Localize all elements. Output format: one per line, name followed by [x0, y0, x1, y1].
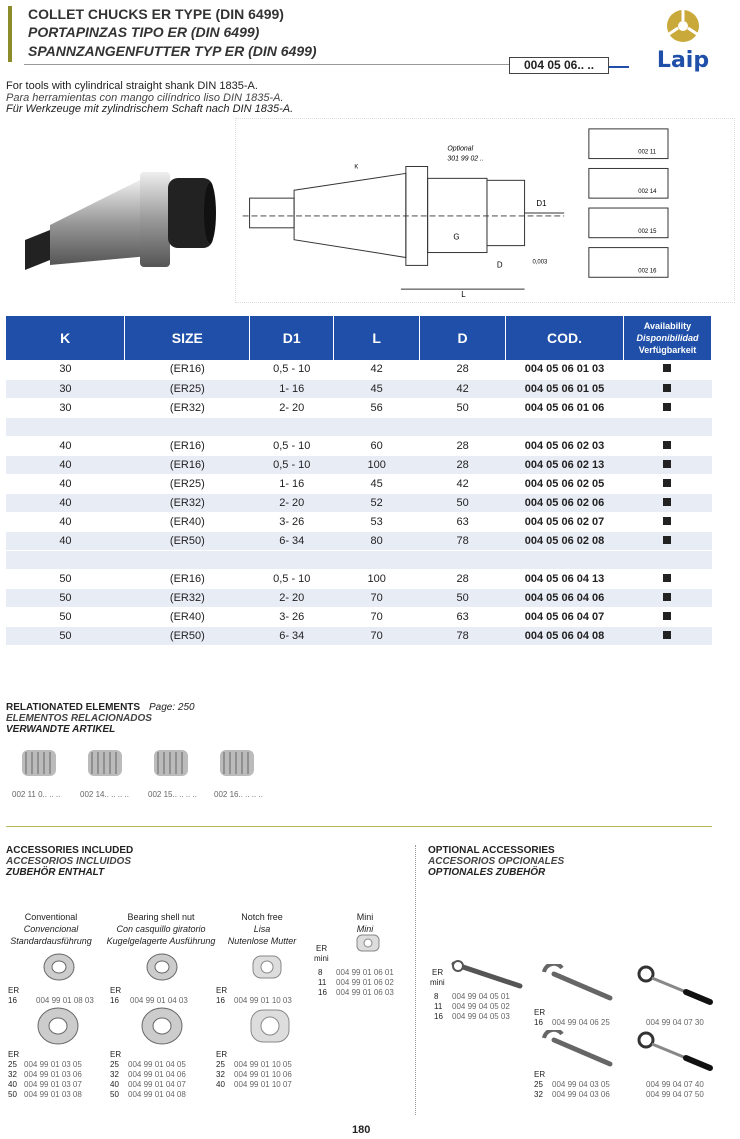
- available-square-icon: [663, 403, 671, 411]
- mini-size: 16: [318, 988, 327, 997]
- cell-l: 70: [334, 588, 420, 607]
- section-divider: [6, 826, 712, 827]
- available-square-icon: [663, 479, 671, 487]
- col1-de: Standardausführung: [10, 936, 92, 946]
- cell-k: 30: [6, 360, 125, 379]
- cell-l: 42: [334, 360, 420, 379]
- table-row: [6, 569, 712, 588]
- table-row: [6, 512, 712, 531]
- separator-cell: [6, 417, 712, 436]
- collet-002-15-icon: [150, 742, 192, 782]
- available-square-icon: [663, 612, 671, 620]
- intro-es: Para herramientas con mango cilíndrico liso DIN 1835-A.: [6, 92, 284, 104]
- cell-d: 50: [420, 588, 506, 607]
- col4-en: Mini: [356, 912, 374, 922]
- group-separator: [6, 550, 712, 569]
- cell-d: 28: [420, 455, 506, 474]
- col2-es: Con casquillo giratorio: [116, 924, 206, 934]
- cell-size: (ER32): [125, 398, 250, 417]
- label-d: D: [496, 260, 503, 270]
- intro-de: Für Werkzeuge mit zylindrischem Schaft nach DIN 1835-A.: [6, 103, 294, 115]
- opt-title-en: OPTIONAL ACCESSORIES: [428, 845, 555, 856]
- cell-l: 53: [334, 512, 420, 531]
- label-g: G: [453, 232, 460, 242]
- label-l: L: [461, 290, 466, 300]
- col1-er16-code: 004 99 01 08 03: [36, 996, 94, 1005]
- er-label: ER: [432, 968, 444, 977]
- col1-code: 004 99 01 03 08: [24, 1090, 82, 1099]
- cell-d1: 1- 16: [250, 474, 334, 493]
- col2-en: Bearing shell nut: [127, 912, 195, 922]
- col2-code: 004 99 01 04 08: [128, 1090, 186, 1099]
- available-square-icon: [663, 498, 671, 506]
- col1-code: 004 99 01 03 07: [24, 1080, 82, 1089]
- cell-l: 45: [334, 474, 420, 493]
- cell-availability: [623, 379, 711, 398]
- cell-size: (ER40): [125, 607, 250, 626]
- code-connector: [609, 66, 629, 68]
- cell-cod: 004 05 06 01 06: [506, 398, 624, 417]
- cell-availability: [623, 474, 711, 493]
- page-number: 180: [352, 1124, 371, 1136]
- col1-size: 50: [8, 1090, 17, 1099]
- cell-availability: [623, 398, 711, 417]
- er-label: ER: [216, 986, 228, 995]
- table-row: [6, 607, 712, 626]
- col3-en: Notch free: [241, 912, 283, 922]
- cell-d: 50: [420, 493, 506, 512]
- mini-label: mini: [314, 954, 329, 963]
- cell-d1: 2- 20: [250, 398, 334, 417]
- collet-code-2: 002 14: [638, 189, 657, 196]
- collet-code-1: 002 11: [638, 149, 657, 156]
- col3-er16-size: 16: [216, 996, 225, 1005]
- cell-l: 56: [334, 398, 420, 417]
- cell-size: (ER40): [125, 512, 250, 531]
- cell-cod: 004 05 06 02 13: [506, 455, 624, 474]
- col1-en: Conventional: [24, 912, 78, 922]
- cell-k: 50: [6, 569, 125, 588]
- header-size: SIZE: [125, 316, 250, 360]
- cell-k: 50: [6, 607, 125, 626]
- collet-002-14-icon: [84, 742, 126, 782]
- cell-d: 78: [420, 626, 506, 645]
- table-row: [6, 360, 712, 379]
- title-de: SPANNZANGENFUTTER TYP ER (DIN 6499): [28, 43, 317, 59]
- er-label: ER: [110, 986, 122, 995]
- cell-availability: [623, 455, 711, 474]
- table-row: [6, 493, 712, 512]
- product-code: 004 05 06.. ..: [509, 57, 609, 74]
- label-d1: D1: [536, 199, 547, 209]
- col3-size: 40: [216, 1080, 225, 1089]
- er-label: ER: [316, 944, 328, 953]
- cell-availability: [623, 588, 711, 607]
- cell-availability: [623, 436, 711, 455]
- available-square-icon: [663, 460, 671, 468]
- col2-size: 25: [110, 1060, 119, 1069]
- cell-size: (ER32): [125, 493, 250, 512]
- col3-code: 004 99 01 10 06: [234, 1070, 292, 1079]
- cell-size: (ER16): [125, 569, 250, 588]
- title-es: PORTAPINZAS TIPO ER (DIN 6499): [28, 24, 260, 40]
- cell-availability: [623, 493, 711, 512]
- col4-es: Mini: [356, 924, 374, 934]
- cell-d1: 0,5 - 10: [250, 360, 334, 379]
- cell-k: 40: [6, 493, 125, 512]
- cell-cod: 004 05 06 04 06: [506, 588, 624, 607]
- opt-wrench-size: 32: [534, 1090, 543, 1099]
- table-row: [6, 531, 712, 550]
- cell-d: 50: [420, 398, 506, 417]
- label-tolerance: 0,003: [532, 259, 548, 266]
- col3-size: 32: [216, 1070, 225, 1079]
- col2-size: 50: [110, 1090, 119, 1099]
- col2-code: 004 99 01 04 06: [128, 1070, 186, 1079]
- er-label: ER: [534, 1008, 546, 1017]
- opt-wrench-size: 25: [534, 1080, 543, 1089]
- opt-title-de: OPTIONALES ZUBEHÖR: [428, 867, 546, 878]
- col1-size: 40: [8, 1080, 17, 1089]
- cell-d: 28: [420, 436, 506, 455]
- availability-en: Availability: [643, 321, 692, 331]
- col3-code: 004 99 01 10 07: [234, 1080, 292, 1089]
- product-table: [6, 316, 712, 646]
- notch-free-nut-icon: [250, 952, 284, 982]
- related-title-en: RELATIONATED ELEMENTS: [6, 702, 141, 713]
- cell-availability: [623, 360, 711, 379]
- cell-size: (ER50): [125, 531, 250, 550]
- er-label: ER: [534, 1070, 546, 1079]
- cell-l: 70: [334, 607, 420, 626]
- availability-de: Verfügbarkeit: [638, 345, 697, 355]
- opt-wrench-code: 004 99 04 03 05: [552, 1080, 610, 1089]
- available-square-icon: [663, 364, 671, 372]
- cell-d: 28: [420, 569, 506, 588]
- notch-free-nut-large-icon: [248, 1006, 292, 1046]
- opt-mini-code: 004 99 04 05 01: [452, 992, 510, 1001]
- header-rule: [24, 64, 509, 65]
- header-d1: D1: [250, 316, 334, 360]
- group-separator: [6, 417, 712, 436]
- mini-code: 004 99 01 06 01: [336, 968, 394, 977]
- cell-size: (ER16): [125, 360, 250, 379]
- mini-label: mini: [430, 978, 445, 987]
- cell-d: 28: [420, 360, 506, 379]
- related-code-1: 002 11 0.. .. ..: [12, 790, 61, 799]
- cell-size: (ER50): [125, 626, 250, 645]
- col3-de: Nutenlose Mutter: [227, 936, 297, 946]
- related-code-3: 002 15.. .. .. ..: [148, 790, 197, 799]
- mini-nut-icon: [355, 932, 381, 954]
- collet-code-3: 002 15: [638, 228, 657, 235]
- bearing-nut-large-icon: [140, 1006, 184, 1046]
- availability-es: Disponibilidad: [636, 333, 699, 343]
- cell-cod: 004 05 06 04 07: [506, 607, 624, 626]
- er-label: ER: [216, 1050, 228, 1059]
- cell-d: 42: [420, 474, 506, 493]
- available-square-icon: [663, 517, 671, 525]
- cell-l: 70: [334, 626, 420, 645]
- header-d: D: [420, 316, 506, 360]
- cell-cod: 004 05 06 04 13: [506, 569, 624, 588]
- header-availability: [623, 316, 711, 360]
- cell-k: 40: [6, 531, 125, 550]
- torque-wrench-icon: [636, 964, 716, 1008]
- collet-code-4: 002 16: [638, 268, 657, 275]
- col1-code: 004 99 01 03 05: [24, 1060, 82, 1069]
- opt-mini-size: 11: [434, 1002, 443, 1011]
- col2-code: 004 99 01 04 05: [128, 1060, 186, 1069]
- cell-k: 40: [6, 436, 125, 455]
- related-title-es: ELEMENTOS RELACIONADOS: [6, 713, 152, 724]
- related-page: Page: 250: [149, 702, 195, 713]
- torque-wrench-large-icon: [636, 1030, 716, 1074]
- cell-d1: 1- 16: [250, 379, 334, 398]
- col2-er16-code: 004 99 01 04 03: [130, 996, 188, 1005]
- col3-es: Lisa: [253, 924, 271, 934]
- cell-cod: 004 05 06 04 08: [506, 626, 624, 645]
- cell-d1: 6- 34: [250, 531, 334, 550]
- cell-l: 52: [334, 493, 420, 512]
- cell-d1: 0,5 - 10: [250, 436, 334, 455]
- opt-mini-size: 16: [434, 1012, 443, 1021]
- cell-size: (ER32): [125, 588, 250, 607]
- col1-code: 004 99 01 03 06: [24, 1070, 82, 1079]
- available-square-icon: [663, 593, 671, 601]
- opt-mini-code: 004 99 04 05 02: [452, 1002, 510, 1011]
- cell-availability: [623, 512, 711, 531]
- col3-size: 25: [216, 1060, 225, 1069]
- related-code-2: 002 14.. .. .. ..: [80, 790, 129, 799]
- available-square-icon: [663, 574, 671, 582]
- mini-wrench-icon: [450, 958, 530, 994]
- label-k: K: [354, 164, 359, 171]
- intro-en: For tools with cylindrical straight shank DIN 1835-A.: [6, 80, 258, 92]
- acc-title-de: ZUBEHÖR ENTHALT: [6, 867, 105, 878]
- table-row: [6, 398, 712, 417]
- col2-size: 32: [110, 1070, 119, 1079]
- cell-size: (ER25): [125, 379, 250, 398]
- cell-k: 30: [6, 398, 125, 417]
- cell-l: 100: [334, 569, 420, 588]
- table-row: [6, 474, 712, 493]
- cell-cod: 004 05 06 02 08: [506, 531, 624, 550]
- hook-wrench-large-icon: [540, 1030, 620, 1074]
- col2-code: 004 99 01 04 07: [128, 1080, 186, 1089]
- collet-chuck-photo: [10, 160, 225, 290]
- cell-l: 100: [334, 455, 420, 474]
- cell-d1: 2- 20: [250, 493, 334, 512]
- cell-d: 78: [420, 531, 506, 550]
- cell-d: 42: [420, 379, 506, 398]
- logo-text: Laip: [656, 48, 710, 73]
- er-label: ER: [110, 1050, 122, 1059]
- opt-wrench-code: 004 99 04 03 06: [552, 1090, 610, 1099]
- col3-code: 004 99 01 10 05: [234, 1060, 292, 1069]
- col2-de: Kugelgelagerte Ausführung: [106, 936, 216, 946]
- cell-size: (ER16): [125, 455, 250, 474]
- acc-title-es: ACCESORIOS INCLUIDOS: [6, 856, 132, 867]
- cell-k: 40: [6, 474, 125, 493]
- cell-l: 80: [334, 531, 420, 550]
- cell-k: 50: [6, 588, 125, 607]
- acc-title-en: ACCESSORIES INCLUDED: [6, 845, 134, 856]
- cell-cod: 004 05 06 02 03: [506, 436, 624, 455]
- cell-d1: 3- 26: [250, 512, 334, 531]
- mini-size: 8: [318, 968, 323, 977]
- cell-cod: 004 05 06 02 06: [506, 493, 624, 512]
- related-code-4: 002 16.. .. .. ..: [214, 790, 263, 799]
- cell-d1: 3- 26: [250, 607, 334, 626]
- opt-mini-code: 004 99 04 05 03: [452, 1012, 510, 1021]
- technical-drawing: [235, 118, 735, 303]
- collet-002-16-icon: [216, 742, 258, 782]
- cell-cod: 004 05 06 01 05: [506, 379, 624, 398]
- cell-d: 63: [420, 607, 506, 626]
- opt-mini-size: 8: [434, 992, 439, 1001]
- header-k: K: [6, 316, 125, 360]
- available-square-icon: [663, 631, 671, 639]
- col3-er16-code: 004 99 01 10 03: [234, 996, 292, 1005]
- wrench16-code: 004 99 04 06 25: [552, 1018, 610, 1027]
- conventional-nut-icon: [42, 952, 76, 982]
- cell-l: 60: [334, 436, 420, 455]
- col2-er16-size: 16: [110, 996, 119, 1005]
- cell-d1: 0,5 - 10: [250, 455, 334, 474]
- hook-wrench-icon: [540, 964, 620, 1008]
- available-square-icon: [663, 536, 671, 544]
- col1-size: 32: [8, 1070, 17, 1079]
- opt-torque-code: 004 99 04 07 50: [646, 1090, 704, 1099]
- table-row: [6, 626, 712, 645]
- col1-es: Convencional: [23, 924, 79, 934]
- cell-availability: [623, 626, 711, 645]
- wrench16-size: 16: [534, 1018, 543, 1027]
- available-square-icon: [663, 384, 671, 392]
- header-cod: COD.: [506, 316, 624, 360]
- table-row: [6, 455, 712, 474]
- collet-002-11-icon: [18, 742, 60, 782]
- cell-cod: 004 05 06 01 03: [506, 360, 624, 379]
- col2-size: 40: [110, 1080, 119, 1089]
- column-divider: [415, 845, 416, 1115]
- er-label: ER: [8, 1050, 20, 1059]
- header-l: L: [334, 316, 420, 360]
- cell-k: 50: [6, 626, 125, 645]
- cell-size: (ER16): [125, 436, 250, 455]
- cell-l: 45: [334, 379, 420, 398]
- mini-code: 004 99 01 06 03: [336, 988, 394, 997]
- separator-cell: [6, 550, 712, 569]
- cell-availability: [623, 531, 711, 550]
- col1-size: 25: [8, 1060, 17, 1069]
- cell-k: 40: [6, 512, 125, 531]
- cell-d1: 2- 20: [250, 588, 334, 607]
- header-accent-bar: [8, 6, 12, 62]
- cell-k: 30: [6, 379, 125, 398]
- bearing-nut-icon: [145, 952, 179, 982]
- table-row: [6, 436, 712, 455]
- cell-d1: 6- 34: [250, 626, 334, 645]
- cell-size: (ER25): [125, 474, 250, 493]
- cell-k: 40: [6, 455, 125, 474]
- available-square-icon: [663, 441, 671, 449]
- cell-d1: 0,5 - 10: [250, 569, 334, 588]
- torque16-code: 004 99 04 07 30: [646, 1018, 704, 1027]
- opt-torque-code: 004 99 04 07 40: [646, 1080, 704, 1089]
- mini-code: 004 99 01 06 02: [336, 978, 394, 987]
- related-title-de: VERWANDTE ARTIKEL: [6, 724, 116, 735]
- table-row: [6, 379, 712, 398]
- mini-size: 11: [318, 978, 327, 987]
- cell-cod: 004 05 06 02 07: [506, 512, 624, 531]
- cell-d: 63: [420, 512, 506, 531]
- table-row: [6, 588, 712, 607]
- cell-availability: [623, 569, 711, 588]
- opt-title-es: ACCESORIOS OPCIONALES: [428, 856, 565, 867]
- col1-er16-size: 16: [8, 996, 17, 1005]
- er-label: ER: [8, 986, 20, 995]
- optional-code: 301 99 02 ..: [447, 155, 484, 163]
- cell-cod: 004 05 06 02 05: [506, 474, 624, 493]
- optional-label: Optional: [447, 145, 474, 153]
- cell-availability: [623, 607, 711, 626]
- conventional-nut-large-icon: [36, 1006, 80, 1046]
- title-en: COLLET CHUCKS ER TYPE (DIN 6499): [28, 6, 284, 22]
